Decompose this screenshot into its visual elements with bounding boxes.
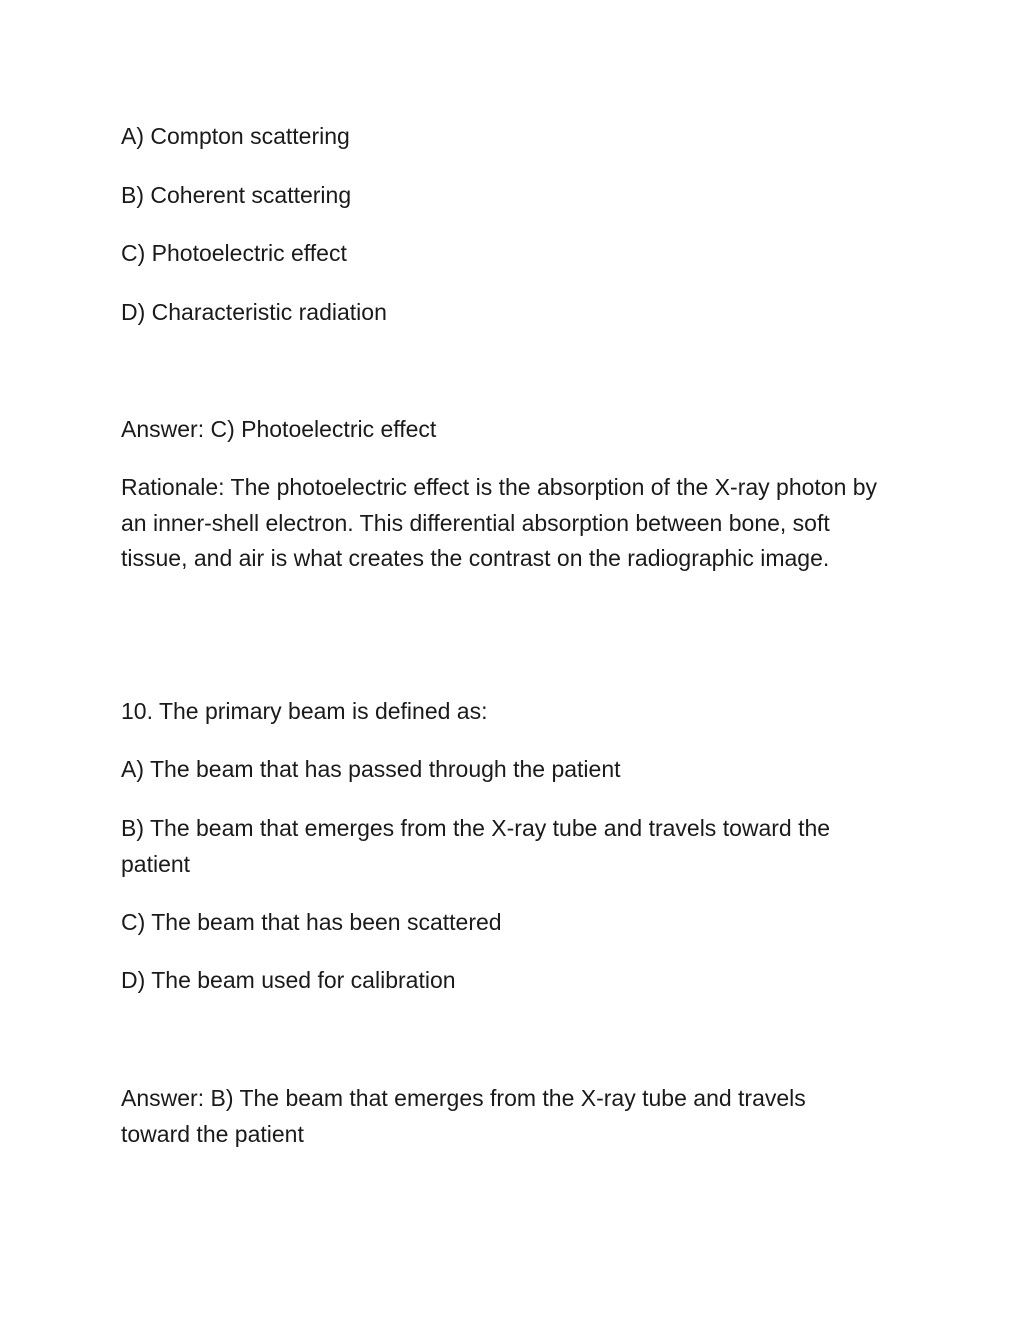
q10-question: 10. The primary beam is defined as: bbox=[121, 698, 488, 724]
q10-option-d: D) The beam used for calibration bbox=[121, 967, 456, 993]
q9-option-d: D) Characteristic radiation bbox=[121, 299, 387, 325]
q9-option-c: C) Photoelectric effect bbox=[121, 240, 347, 266]
q10-option-c: C) The beam that has been scattered bbox=[121, 909, 502, 935]
q9-option-a: A) Compton scattering bbox=[121, 123, 350, 149]
q9-rationale: Rationale: The photoelectric effect is the absorption of the X-ray photon by an inner-shell electron. This differential absorption between bone, soft tissue, and air is what creates the contrast on the radiographic image. bbox=[121, 474, 878, 571]
q9-answer: Answer: C) Photoelectric effect bbox=[121, 416, 437, 442]
q9-option-b: B) Coherent scattering bbox=[121, 182, 352, 208]
q10-option-a: A) The beam that has passed through the patient bbox=[121, 756, 621, 782]
q10-option-b: B) The beam that emerges from the X-ray tube and travels toward the patient bbox=[121, 815, 831, 877]
q10-answer: Answer: B) The beam that emerges from the X-ray tube and travels toward the patient bbox=[121, 1085, 806, 1147]
